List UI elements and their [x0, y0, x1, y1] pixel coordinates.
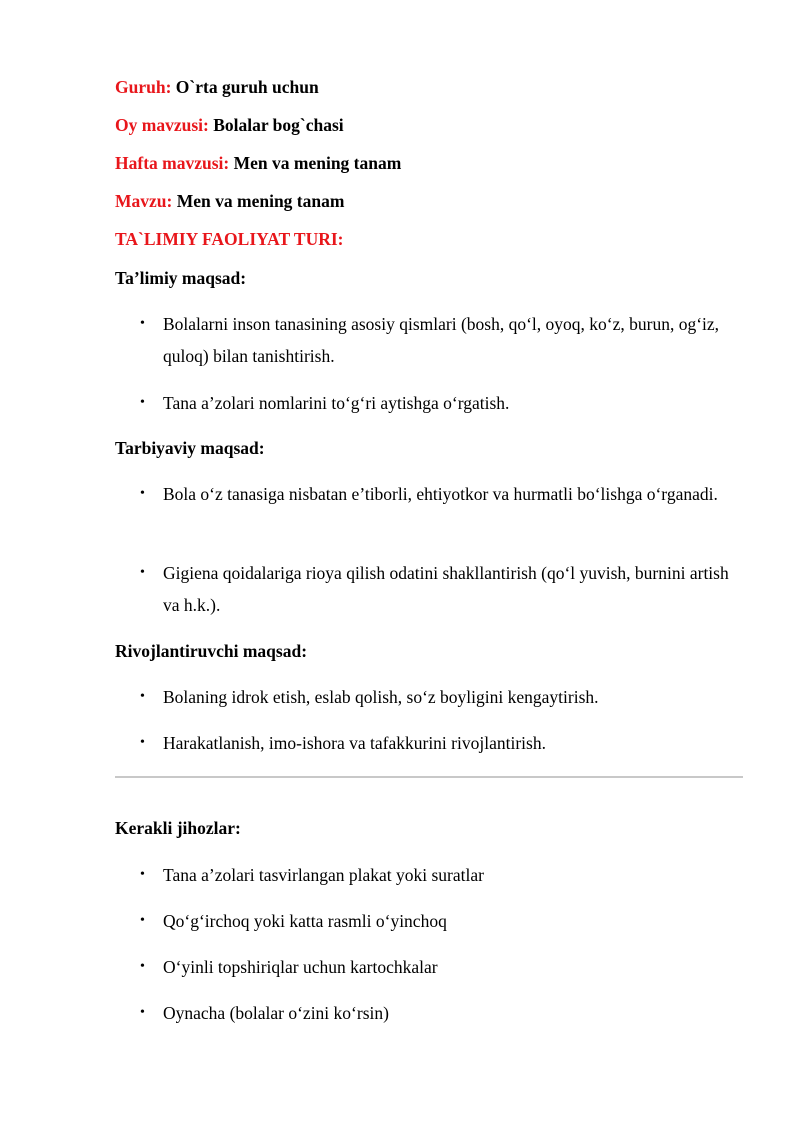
- list-item-text: Bolaning idrok etish, eslab qolish, so‘z boyligini kengaytirish.: [163, 687, 599, 707]
- equipment-heading: Kerakli jihozlar:: [115, 818, 241, 838]
- topic-line: [115, 191, 344, 212]
- list-item-text: Oynacha (bolalar o‘zini ko‘rsin): [163, 1003, 389, 1023]
- bullet-icon: •: [140, 395, 145, 410]
- bullet-icon: •: [140, 735, 145, 750]
- week-topic-value: Men va mening tanam: [233, 153, 402, 173]
- bullet-icon: •: [140, 316, 145, 331]
- list-item-text: Tana a’zolari nomlarini to‘g‘ri aytishga o‘rgatish.: [163, 393, 510, 413]
- month-topic-label: Oy mavzusi:: [115, 115, 209, 135]
- group-value: O`rta guruh uchun: [175, 77, 319, 97]
- section-divider: [115, 776, 743, 778]
- bullet-icon: •: [140, 486, 145, 501]
- week-topic-line: [115, 153, 401, 174]
- group-label: Guruh:: [115, 77, 172, 97]
- bullet-icon: •: [140, 913, 145, 928]
- upbringing-goal-heading: Tarbiyaviy maqsad:: [115, 438, 265, 458]
- list-item-text: Gigiena qoidalariga rioya qilish odatini shakllantirish (qo‘l yuvish, burnini artish va h.k.).: [163, 563, 729, 615]
- group-line: [115, 77, 319, 98]
- topic-value: Men va mening tanam: [176, 191, 345, 211]
- month-topic-value: Bolalar bog`chasi: [213, 115, 344, 135]
- bullet-icon: •: [140, 689, 145, 704]
- week-topic-label: Hafta mavzusi:: [115, 153, 230, 173]
- list-item-text: Tana a’zolari tasvirlangan plakat yoki suratlar: [163, 865, 484, 885]
- activity-type-heading: TA`LIMIY FAOLIYAT TURI:: [115, 229, 344, 249]
- month-topic-line: [115, 115, 344, 136]
- list-item-text: O‘yinli topshiriqlar uchun kartochkalar: [163, 957, 438, 977]
- list-item-text: Harakatlanish, imo-ishora va tafakkurini rivojlantirish.: [163, 733, 546, 753]
- list-item-text: Bola o‘z tanasiga nisbatan e’tiborli, ehtiyotkor va hurmatli bo‘lishga o‘rganadi.: [163, 484, 718, 504]
- list-item-text: Qo‘g‘irchoq yoki katta rasmli o‘yinchoq: [163, 911, 447, 931]
- bullet-icon: •: [140, 1005, 145, 1020]
- developmental-goal-heading: Rivojlantiruvchi maqsad:: [115, 641, 308, 661]
- educational-goal-heading: Ta’limiy maqsad:: [115, 268, 247, 288]
- bullet-icon: •: [140, 959, 145, 974]
- bullet-icon: •: [140, 565, 145, 580]
- bullet-icon: •: [140, 867, 145, 882]
- topic-label: Mavzu:: [115, 191, 173, 211]
- list-item-text: Bolalarni inson tanasining asosiy qismlari (bosh, qo‘l, oyoq, ko‘z, burun, og‘iz, quloq) bilan tanishtirish.: [163, 314, 720, 366]
